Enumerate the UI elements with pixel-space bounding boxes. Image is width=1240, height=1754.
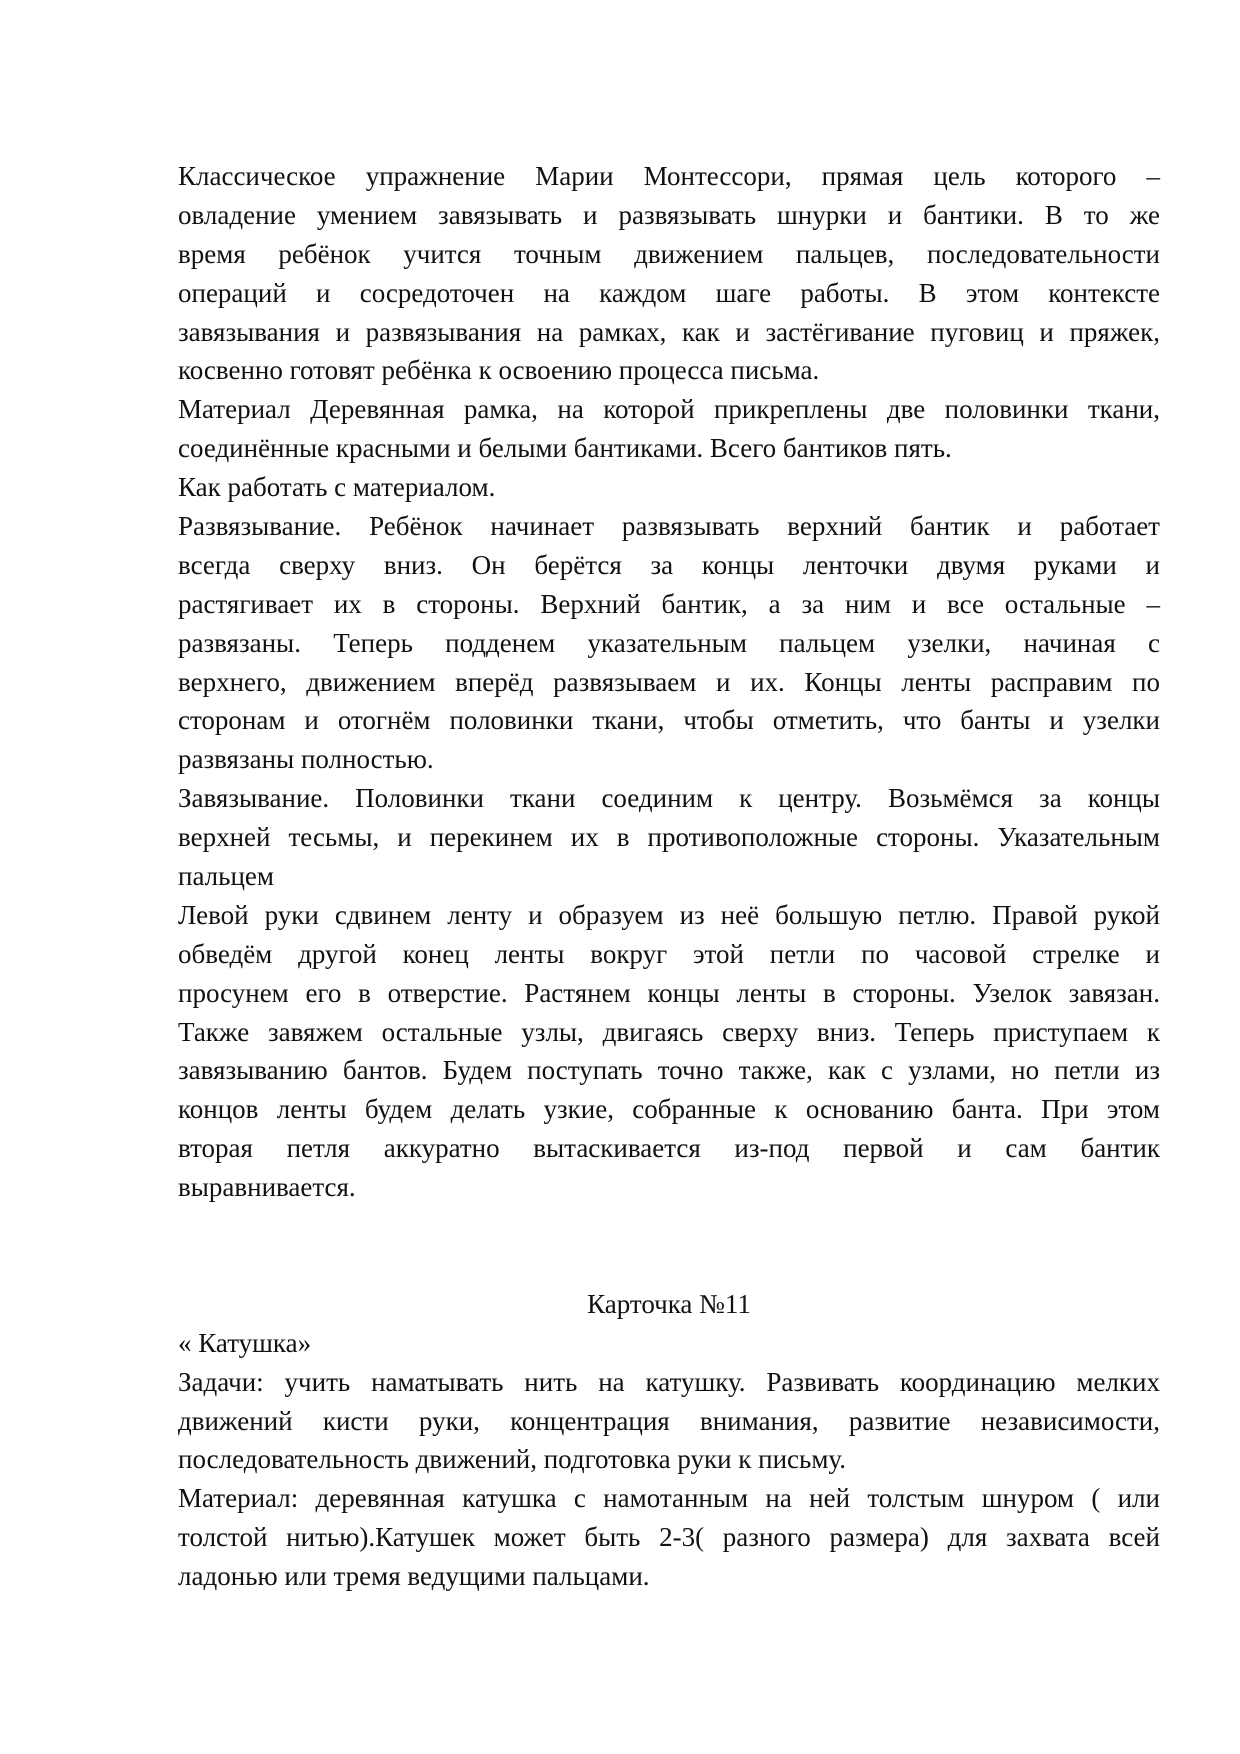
document-page (178, 157, 1160, 1596)
paragraph-line: вторая петля аккуратно вытаскивается из-под первой и сам бантик (178, 1133, 1160, 1164)
material-line: Материал: деревянная катушка с намотанным на ней толстым шнуром ( или (178, 1483, 1160, 1514)
paragraph-line: обведём другой конец ленты вокруг этой петли по часовой стрелке и (178, 938, 1160, 969)
paragraph-line: всегда сверху вниз. Он берётся за концы ленточки двумя руками и (178, 549, 1160, 580)
tasks-line: движений кисти руки, концентрация внимания, развитие независимости, (178, 1405, 1160, 1436)
paragraph-line: пальцем (178, 861, 274, 892)
paragraph-line: Завязывание. Половинки ткани соединим к центру. Возьмёмся за концы (178, 783, 1160, 814)
paragraph-line: просунем его в отверстие. Растянем концы ленты в стороны. Узелок завязан. (178, 977, 1160, 1008)
paragraph-line: соединённые красными и белыми бантиками. Всего бантиков пять. (178, 433, 952, 464)
paragraph-line: время ребёнок учится точным движением пальцев, последовательности (178, 238, 1160, 269)
blank-line (178, 1207, 1160, 1246)
paragraph-line: косвенно готовят ребёнка к освоению процесса письма. (178, 355, 820, 386)
material-line: ладонью или тремя ведущими пальцами. (178, 1561, 650, 1592)
paragraph-line: Также завяжем остальные узлы, двигаясь сверху вниз. Теперь приступаем к (178, 1016, 1160, 1047)
paragraph-line: Развязывание. Ребёнок начинает развязывать верхний бантик и работает (178, 511, 1160, 542)
material-line: толстой нитью).Катушек может быть 2-3( разного размера) для захвата всей (178, 1522, 1160, 1553)
card-title: « Катушка» (178, 1327, 312, 1358)
paragraph-line: овладение умением завязывать и развязывать шнурки и бантики. В то же (178, 199, 1160, 230)
paragraph-line: завязывания и развязывания на рамках, как и застёгивание пуговиц и пряжек, (178, 316, 1160, 347)
paragraph-line: верхнего, движением вперёд развязываем и их. Концы ленты расправим по (178, 666, 1160, 697)
paragraph-line: развязаны полностью. (178, 744, 434, 775)
paragraph-line: Материал Деревянная рамка, на которой прикреплены две половинки ткани, (178, 394, 1160, 425)
paragraph-line: развязаны. Теперь подденем указательным пальцем узелки, начиная с (178, 627, 1160, 658)
paragraph-line: выравнивается. (178, 1172, 356, 1203)
paragraph-line: растягивает их в стороны. Верхний бантик, а за ним и все остальные – (178, 588, 1160, 619)
tasks-line: последовательность движений, подготовка руки к письму. (178, 1444, 846, 1475)
paragraph-line: Как работать с материалом. (178, 472, 496, 503)
paragraph-line: сторонам и отогнём половинки ткани, чтобы отметить, что банты и узелки (178, 705, 1160, 736)
paragraph-line: концов ленты будем делать узкие, собранные к основанию банта. При этом (178, 1094, 1160, 1125)
paragraph-line: верхней тесьмы, и перекинем их в противоположные стороны. Указательным (178, 822, 1160, 853)
blank-line (178, 1246, 1160, 1285)
paragraph-line: Левой руки сдвинем ленту и образуем из неё большую петлю. Правой рукой (178, 899, 1160, 930)
paragraph-line: операций и сосредоточен на каждом шаге работы. В этом контексте (178, 277, 1160, 308)
paragraph-line: Классическое упражнение Марии Монтессори, прямая цель которого – (178, 161, 1160, 191)
card-heading: Карточка №11 (587, 1288, 751, 1319)
paragraph-line: завязыванию бантов. Будем поступать точно также, как с узлами, но петли из (178, 1055, 1160, 1086)
tasks-line: Задачи: учить наматывать нить на катушку. Развивать координацию мелких (178, 1366, 1160, 1397)
